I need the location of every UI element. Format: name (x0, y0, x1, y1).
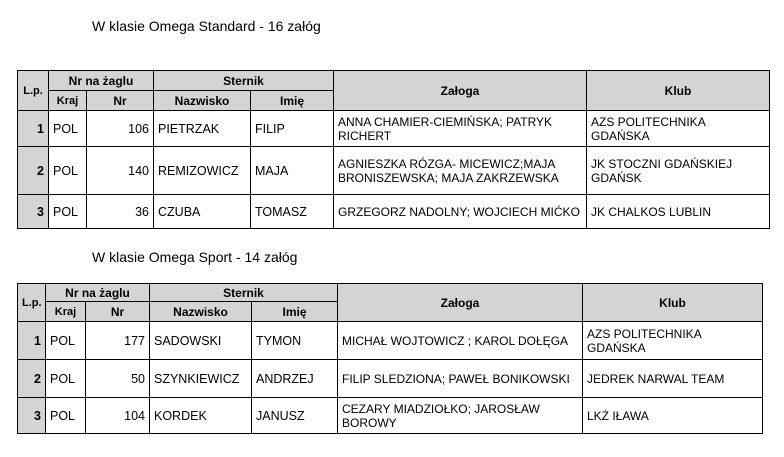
table-row (18, 398, 763, 434)
table-2-title: W klasie Omega Sport - 14 załóg (92, 249, 298, 265)
header-sail: Nr na żaglu (46, 284, 150, 302)
row-club: LKŻ IŁAWA (583, 398, 763, 434)
row-crew: MICHAŁ WOJTOWICZ ; KAROL DOŁĘGA (338, 322, 583, 360)
header-lp: L.p. (18, 71, 49, 111)
header-club: Klub (587, 71, 770, 111)
row-club: AZS POLITECHNIKA GDAŃSKA (583, 322, 763, 360)
row-crew: FILIP SLEDZIONA; PAWEŁ BONIKOWSKI (338, 360, 583, 398)
header-helm: Sternik (154, 71, 334, 91)
header-surname: Nazwisko (154, 91, 251, 111)
row-country: POL (46, 322, 86, 360)
table-row (18, 147, 770, 195)
header-club: Klub (583, 284, 763, 322)
row-crew: AGNIESZKA RÓZGA- MICEWICZ;MAJA BRONISZEWSKA; MAJA ZAKRZEWSKA (334, 147, 587, 195)
table-row (18, 111, 770, 147)
table-row (18, 322, 763, 360)
row-country: POL (46, 360, 86, 398)
header-name: Imię (251, 91, 334, 111)
header-sail: Nr na żaglu (49, 71, 154, 91)
row-club: JK STOCZNI GDAŃSKIEJ GDAŃSK (587, 147, 770, 195)
row-crew: ANNA CHAMIER-CIEMIŃSKA; PATRYK RICHERT (334, 111, 587, 147)
row-name: JANUSZ (252, 398, 338, 434)
row-club: AZS POLITECHNIKA GDAŃSKA (587, 111, 770, 147)
row-lp: 2 (18, 147, 49, 195)
row-surname: REMIZOWICZ (154, 147, 251, 195)
header-helm: Sternik (150, 284, 338, 302)
header-lp: L.p. (18, 284, 46, 322)
row-name: MAJA (251, 147, 334, 195)
table-row (18, 360, 763, 398)
row-surname: PIETRZAK (154, 111, 251, 147)
row-nr: 177 (86, 322, 150, 360)
header-nr: Nr (86, 302, 150, 322)
results-table-omega-standard (17, 70, 770, 229)
row-name: TOMASZ (251, 195, 334, 229)
header-crew: Załoga (334, 71, 587, 111)
row-nr: 140 (87, 147, 154, 195)
row-country: POL (49, 111, 87, 147)
row-lp: 3 (18, 195, 49, 229)
row-lp: 3 (18, 398, 46, 434)
row-surname: CZUBA (154, 195, 251, 229)
row-name: TYMON (252, 322, 338, 360)
row-name: ANDRZEJ (252, 360, 338, 398)
row-country: POL (49, 147, 87, 195)
table-row (18, 195, 770, 229)
row-name: FILIP (251, 111, 334, 147)
table-1-title: W klasie Omega Standard - 16 załóg (92, 18, 321, 34)
results-table-omega-sport (17, 283, 763, 434)
header-country: Kraj (49, 91, 87, 111)
row-nr: 104 (86, 398, 150, 434)
header-nr: Nr (87, 91, 154, 111)
row-nr: 50 (86, 360, 150, 398)
row-crew: GRZEGORZ NADOLNY; WOJCIECH MIĆKO (334, 195, 587, 229)
row-club: JK CHALKOS LUBLIN (587, 195, 770, 229)
header-surname: Nazwisko (150, 302, 252, 322)
row-surname: SADOWSKI (150, 322, 252, 360)
row-surname: SZYNKIEWICZ (150, 360, 252, 398)
row-nr: 106 (87, 111, 154, 147)
header-country: Kraj (46, 302, 86, 322)
header-name: Imię (252, 302, 338, 322)
row-lp: 1 (18, 111, 49, 147)
row-crew: CEZARY MIADZIOŁKO; JAROSŁAW BOROWY (338, 398, 583, 434)
header-crew: Załoga (338, 284, 583, 322)
row-country: POL (49, 195, 87, 229)
row-club: JEDREK NARWAL TEAM (583, 360, 763, 398)
row-surname: KORDEK (150, 398, 252, 434)
row-lp: 1 (18, 322, 46, 360)
row-country: POL (46, 398, 86, 434)
row-nr: 36 (87, 195, 154, 229)
row-lp: 2 (18, 360, 46, 398)
